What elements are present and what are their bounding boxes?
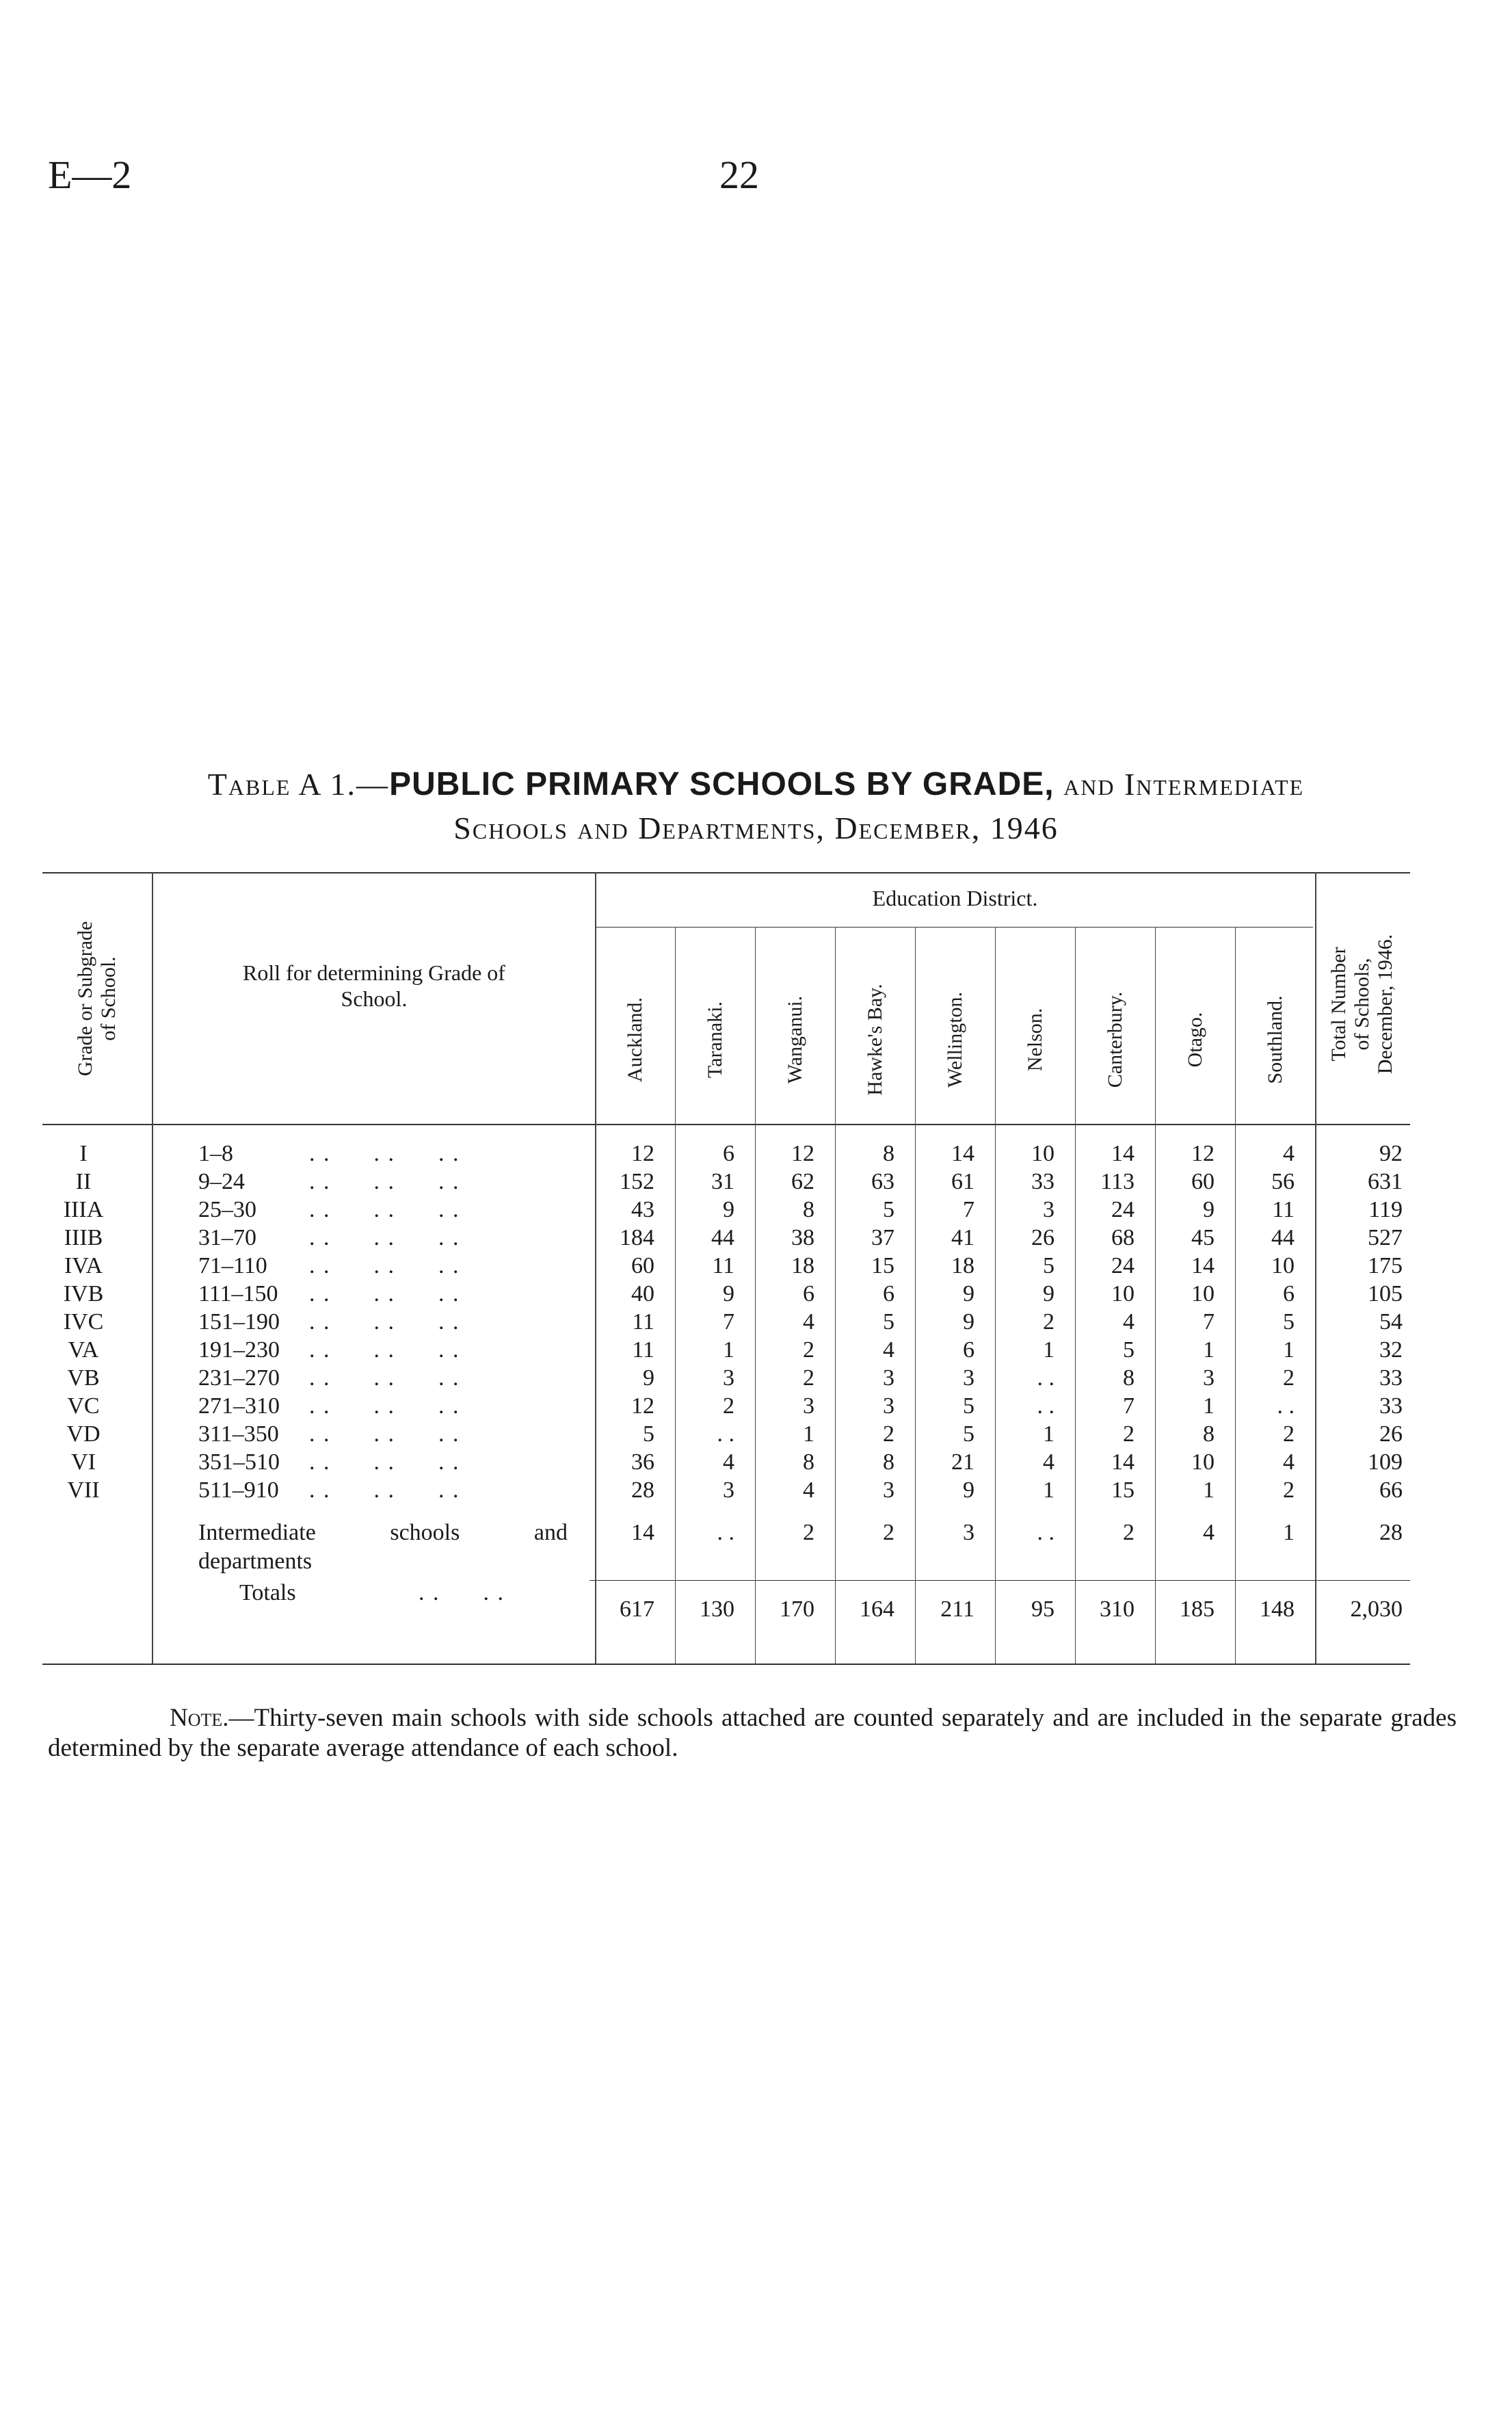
row-value-cell: 6 xyxy=(963,1337,974,1363)
row-value-cell: 3 xyxy=(963,1365,974,1391)
title-line2: Schools and Departments, December, 1946 xyxy=(453,811,1059,845)
row-grade: IIIB xyxy=(64,1225,103,1250)
intermediate-value-cell: . . xyxy=(717,1520,734,1545)
totals-value-cell: 617 xyxy=(620,1596,654,1622)
totals-label: Totals xyxy=(239,1580,296,1605)
totals-dots: . . . . xyxy=(419,1580,505,1605)
row-value-cell: 1 xyxy=(1043,1477,1055,1503)
row-value-cell: . . xyxy=(1277,1393,1295,1419)
row-value-cell: 3 xyxy=(883,1393,894,1419)
intermediate-label-line2: departments xyxy=(198,1549,313,1574)
row-grade: VD xyxy=(66,1421,101,1447)
row-value-cell: 8 xyxy=(803,1197,814,1222)
row-value-cell: 6 xyxy=(1283,1281,1295,1306)
row-roll-range: 351–510 xyxy=(198,1449,280,1475)
row-leader-dots: . . . . . . xyxy=(309,1309,460,1335)
row-value-cell: 7 xyxy=(1203,1309,1215,1335)
row-value-cell: 1 xyxy=(1203,1477,1215,1503)
row-value-cell: 4 xyxy=(1123,1309,1135,1335)
row-value-cell: 6 xyxy=(803,1281,814,1306)
district-header: Southland. xyxy=(1263,995,1286,1084)
row-value-cell: 5 xyxy=(1123,1337,1135,1363)
district-header: Nelson. xyxy=(1023,1008,1046,1072)
row-value-cell: 40 xyxy=(631,1281,654,1306)
row-value-cell: 9 xyxy=(963,1281,974,1306)
row-grade: VC xyxy=(67,1393,100,1419)
row-value-cell: 5 xyxy=(1043,1253,1055,1278)
row-value-cell: 11 xyxy=(632,1309,654,1335)
row-roll-range: 1–8 xyxy=(198,1141,233,1166)
row-total-cell: 32 xyxy=(1379,1337,1403,1363)
row-total-cell: 109 xyxy=(1368,1449,1403,1475)
row-roll-range: 511–910 xyxy=(198,1477,279,1503)
row-value-cell: 33 xyxy=(1031,1169,1055,1194)
row-value-cell: 1 xyxy=(1203,1393,1215,1419)
row-roll-range: 231–270 xyxy=(198,1365,280,1391)
row-grade: IVA xyxy=(64,1253,103,1278)
row-grade: IIIA xyxy=(63,1197,104,1222)
row-leader-dots: . . . . . . xyxy=(309,1421,460,1447)
row-value-cell: 4 xyxy=(803,1477,814,1503)
row-roll-range: 9–24 xyxy=(198,1169,245,1194)
row-value-cell: 2 xyxy=(803,1337,814,1363)
totals-value-cell: 185 xyxy=(1180,1596,1215,1622)
row-value-cell: 5 xyxy=(963,1393,974,1419)
row-grade: IVB xyxy=(63,1281,104,1306)
row-value-cell: 5 xyxy=(643,1421,654,1447)
row-value-cell: 36 xyxy=(631,1449,654,1475)
totals-value-cell: 170 xyxy=(780,1596,814,1622)
row-value-cell: 56 xyxy=(1271,1169,1295,1194)
row-value-cell: 11 xyxy=(632,1337,654,1363)
table-note xyxy=(48,1703,1457,1763)
row-value-cell: 4 xyxy=(803,1309,814,1335)
row-total-cell: 119 xyxy=(1368,1197,1403,1222)
row-value-cell: 24 xyxy=(1111,1253,1135,1278)
row-value-cell: 68 xyxy=(1111,1225,1135,1250)
totals-value-cell: 130 xyxy=(700,1596,734,1622)
row-value-cell: 184 xyxy=(620,1225,654,1250)
title-main: PUBLIC PRIMARY SCHOOLS BY GRADE, xyxy=(389,766,1055,802)
row-value-cell: 2 xyxy=(803,1365,814,1391)
header-bottom-rule xyxy=(42,1124,1410,1125)
row-grade: II xyxy=(75,1169,92,1194)
row-grade: IVC xyxy=(63,1309,104,1335)
row-value-cell: 3 xyxy=(883,1477,894,1503)
district-header: Hawke's Bay. xyxy=(863,984,886,1096)
row-value-cell: 38 xyxy=(791,1225,814,1250)
row-value-cell: 10 xyxy=(1111,1281,1135,1306)
header-roll: Roll for determining Grade of School. xyxy=(243,960,505,1011)
row-value-cell: 43 xyxy=(631,1197,654,1222)
row-value-cell: 10 xyxy=(1191,1281,1215,1306)
row-value-cell: 3 xyxy=(723,1477,734,1503)
row-value-cell: 1 xyxy=(1283,1337,1295,1363)
row-leader-dots: . . . . . . xyxy=(309,1225,460,1250)
row-value-cell: 1 xyxy=(1043,1337,1055,1363)
intermediate-value-cell: . . xyxy=(1037,1520,1055,1545)
intermediate-value-cell: 1 xyxy=(1283,1520,1295,1545)
row-grade: VII xyxy=(67,1477,100,1503)
note-text: —Thirty-seven main schools with side schools attached are counted separately and are included in the separate grades determined by the separate average attendance of each school. xyxy=(48,1704,1457,1762)
row-leader-dots: . . . . . . xyxy=(309,1393,460,1419)
district-header: Auckland. xyxy=(623,997,646,1083)
row-leader-dots: . . . . . . xyxy=(309,1141,460,1166)
row-leader-dots: . . . . . . xyxy=(309,1169,460,1194)
row-grade: VI xyxy=(71,1449,96,1475)
header-education-district: Education District. xyxy=(872,886,1038,910)
row-value-cell: 10 xyxy=(1031,1141,1055,1166)
row-value-cell: 45 xyxy=(1191,1225,1215,1250)
row-total-cell: 33 xyxy=(1379,1393,1403,1419)
row-total-cell: 527 xyxy=(1368,1225,1403,1250)
totals-value-cell: 148 xyxy=(1260,1596,1295,1622)
title-prefix: Table A 1.— xyxy=(207,767,390,802)
row-value-cell: 152 xyxy=(620,1169,654,1194)
row-value-cell: 37 xyxy=(871,1225,894,1250)
row-roll-range: 71–110 xyxy=(198,1253,267,1278)
intermediate-total-cell: 28 xyxy=(1379,1520,1403,1545)
row-value-cell: 4 xyxy=(1283,1449,1295,1475)
intermediate-value-cell: 2 xyxy=(1123,1520,1135,1545)
row-value-cell: 28 xyxy=(631,1477,654,1503)
intermediate-value-cell: 4 xyxy=(1203,1520,1215,1545)
row-value-cell: 18 xyxy=(951,1253,974,1278)
row-value-cell: 9 xyxy=(963,1309,974,1335)
row-value-cell: 3 xyxy=(1043,1197,1055,1222)
row-value-cell: 9 xyxy=(1203,1197,1215,1222)
note-prefix: Note. xyxy=(170,1704,229,1732)
row-value-cell: 5 xyxy=(883,1309,894,1335)
intermediate-value-cell: 3 xyxy=(963,1520,974,1545)
row-value-cell: 11 xyxy=(712,1253,734,1278)
row-value-cell: 10 xyxy=(1191,1449,1215,1475)
row-roll-range: 271–310 xyxy=(198,1393,280,1419)
row-total-cell: 631 xyxy=(1368,1169,1403,1194)
row-value-cell: 9 xyxy=(723,1281,734,1306)
row-value-cell: 3 xyxy=(883,1365,894,1391)
row-total-cell: 175 xyxy=(1368,1253,1403,1278)
row-leader-dots: . . . . . . xyxy=(309,1449,460,1475)
row-value-cell: 2 xyxy=(723,1393,734,1419)
title-suffix: and Intermediate xyxy=(1054,767,1305,802)
row-value-cell: 2 xyxy=(1123,1421,1135,1447)
row-value-cell: . . xyxy=(1037,1393,1055,1419)
totals-value-cell: 95 xyxy=(1031,1596,1055,1622)
row-value-cell: 12 xyxy=(631,1393,654,1419)
row-value-cell: 31 xyxy=(711,1169,734,1194)
row-value-cell: 11 xyxy=(1272,1197,1295,1222)
row-value-cell: 5 xyxy=(883,1197,894,1222)
row-value-cell: 12 xyxy=(1191,1141,1215,1166)
row-leader-dots: . . . . . . xyxy=(309,1477,460,1503)
row-value-cell: 8 xyxy=(1203,1421,1215,1447)
row-value-cell: 44 xyxy=(711,1225,734,1250)
row-value-cell: 2 xyxy=(1043,1309,1055,1335)
row-value-cell: 21 xyxy=(951,1449,974,1475)
row-value-cell: 9 xyxy=(963,1477,974,1503)
row-grade: VA xyxy=(68,1337,99,1363)
row-leader-dots: . . . . . . xyxy=(309,1281,460,1306)
row-value-cell: 1 xyxy=(1043,1421,1055,1447)
row-value-cell: 8 xyxy=(1123,1365,1135,1391)
row-value-cell: 62 xyxy=(791,1169,814,1194)
row-value-cell: 1 xyxy=(1203,1337,1215,1363)
row-grade: VB xyxy=(67,1365,100,1391)
row-roll-range: 151–190 xyxy=(198,1309,280,1335)
row-value-cell: 24 xyxy=(1111,1197,1135,1222)
row-leader-dots: . . . . . . xyxy=(309,1197,460,1222)
row-value-cell: 7 xyxy=(723,1309,734,1335)
row-grade: I xyxy=(79,1141,88,1166)
row-value-cell: 2 xyxy=(1283,1421,1295,1447)
row-value-cell: 26 xyxy=(1031,1225,1055,1250)
page-reference: E—2 xyxy=(48,153,132,197)
row-value-cell: 2 xyxy=(883,1421,894,1447)
row-value-cell: 7 xyxy=(1123,1393,1135,1419)
row-total-cell: 66 xyxy=(1379,1477,1403,1503)
row-roll-range: 25–30 xyxy=(198,1197,256,1222)
row-roll-range: 191–230 xyxy=(198,1337,280,1363)
district-header: Wanganui. xyxy=(783,995,806,1084)
district-header: Wellington. xyxy=(943,991,966,1088)
row-value-cell: 113 xyxy=(1100,1169,1135,1194)
row-value-cell: 8 xyxy=(883,1141,894,1166)
row-value-cell: 15 xyxy=(1111,1477,1135,1503)
totals-total-cell: 2,030 xyxy=(1350,1596,1403,1622)
row-value-cell: 14 xyxy=(1191,1253,1215,1278)
intermediate-value-cell: 2 xyxy=(803,1520,814,1545)
row-roll-range: 31–70 xyxy=(198,1225,256,1250)
row-value-cell: 7 xyxy=(963,1197,974,1222)
row-roll-range: 111–150 xyxy=(198,1281,278,1306)
row-value-cell: 14 xyxy=(951,1141,974,1166)
totals-rule xyxy=(589,1580,1410,1581)
row-value-cell: 14 xyxy=(1111,1449,1135,1475)
row-total-cell: 92 xyxy=(1379,1141,1403,1166)
row-value-cell: 4 xyxy=(723,1449,734,1475)
row-value-cell: 41 xyxy=(951,1225,974,1250)
row-total-cell: 105 xyxy=(1368,1281,1403,1306)
row-value-cell: 12 xyxy=(631,1141,654,1166)
row-leader-dots: . . . . . . xyxy=(309,1337,460,1363)
row-value-cell: 8 xyxy=(883,1449,894,1475)
row-value-cell: 9 xyxy=(723,1197,734,1222)
table-subtitle xyxy=(0,807,1512,850)
row-value-cell: 63 xyxy=(871,1169,894,1194)
row-value-cell: 6 xyxy=(883,1281,894,1306)
grade-column-rule xyxy=(152,872,153,1664)
row-leader-dots: . . . . . . xyxy=(309,1365,460,1391)
row-value-cell: 8 xyxy=(803,1449,814,1475)
row-value-cell: 5 xyxy=(1283,1309,1295,1335)
row-value-cell: 44 xyxy=(1271,1225,1295,1250)
totals-value-cell: 310 xyxy=(1100,1596,1135,1622)
row-value-cell: 9 xyxy=(1043,1281,1055,1306)
district-header: Taranaki. xyxy=(703,1001,726,1079)
row-value-cell: 61 xyxy=(951,1169,974,1194)
row-value-cell: 3 xyxy=(723,1365,734,1391)
row-value-cell: . . xyxy=(1037,1365,1055,1391)
row-value-cell: 4 xyxy=(883,1337,894,1363)
district-header: Otago. xyxy=(1183,1012,1206,1068)
row-total-cell: 33 xyxy=(1379,1365,1403,1391)
row-value-cell: 2 xyxy=(1283,1477,1295,1503)
row-value-cell: 10 xyxy=(1271,1253,1295,1278)
row-value-cell: 18 xyxy=(791,1253,814,1278)
page-number: 22 xyxy=(719,153,759,197)
row-total-cell: 54 xyxy=(1379,1309,1403,1335)
row-leader-dots: . . . . . . xyxy=(309,1253,460,1278)
row-value-cell: 2 xyxy=(1283,1365,1295,1391)
row-value-cell: 3 xyxy=(1203,1365,1215,1391)
row-value-cell: 60 xyxy=(631,1253,654,1278)
row-value-cell: 5 xyxy=(963,1421,974,1447)
intermediate-value-cell: 2 xyxy=(883,1520,894,1545)
group-header-rule xyxy=(595,927,1313,928)
row-total-cell: 26 xyxy=(1379,1421,1403,1447)
row-roll-range: 311–350 xyxy=(198,1421,279,1447)
totals-value-cell: 211 xyxy=(940,1596,974,1622)
table-top-rule xyxy=(42,872,1410,873)
row-value-cell: 1 xyxy=(803,1421,814,1447)
row-value-cell: 9 xyxy=(643,1365,654,1391)
table-bottom-rule xyxy=(42,1664,1410,1665)
intermediate-value-cell: 14 xyxy=(631,1520,654,1545)
table-title xyxy=(0,763,1512,806)
totals-value-cell: 164 xyxy=(860,1596,894,1622)
district-header: Canterbury. xyxy=(1103,991,1126,1088)
row-value-cell: 14 xyxy=(1111,1141,1135,1166)
header-grade: Grade or Subgrade of School. xyxy=(74,921,120,1077)
row-value-cell: 1 xyxy=(723,1337,734,1363)
row-value-cell: . . xyxy=(717,1421,734,1447)
row-value-cell: 60 xyxy=(1191,1169,1215,1194)
row-value-cell: 4 xyxy=(1283,1141,1295,1166)
row-value-cell: 3 xyxy=(803,1393,814,1419)
header-total: Total Number of Schools, December, 1946. xyxy=(1327,934,1396,1075)
row-value-cell: 4 xyxy=(1043,1449,1055,1475)
row-value-cell: 12 xyxy=(791,1141,814,1166)
row-value-cell: 6 xyxy=(723,1141,734,1166)
intermediate-label-line1: Intermediate schools and xyxy=(198,1520,568,1545)
row-value-cell: 15 xyxy=(871,1253,894,1278)
